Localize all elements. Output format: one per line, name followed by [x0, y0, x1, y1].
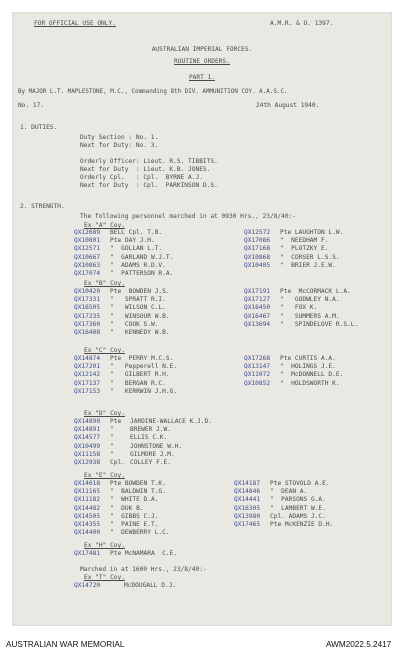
rank-name: " NEEDHAM F. [280, 237, 329, 245]
service-number: QX17201 [74, 363, 101, 371]
service-number: QX16467 [244, 312, 271, 320]
service-number: QX10667 [74, 253, 101, 261]
commander-line: By MAJOR L.T. MAPLESTONE, M.C., Commanding 8th DIV. AMMUNITION COY. A.A.S.C. [18, 89, 288, 95]
personnel-row [12, 288, 392, 296]
rank-name: " WINSOUR W.B. [110, 312, 170, 320]
reference-number: A.M.R. & O. 1397. [270, 20, 334, 27]
archive-footer [0, 638, 404, 653]
rank-name: " DUK B. [110, 504, 144, 512]
rank-name: Pte McNAMARA C.E. [110, 550, 178, 557]
personnel-row [12, 496, 392, 504]
personnel-row [12, 329, 392, 337]
rank-name: " WILSON C.L. [110, 304, 166, 312]
service-number: QX10801 [74, 237, 101, 245]
service-number: QX12572 [244, 229, 271, 236]
duties-heading: 1. DUTIES. [20, 124, 58, 131]
service-number: QX17360 [74, 320, 101, 328]
personnel-row [12, 550, 392, 558]
orders-number: No. 17. [18, 102, 45, 109]
rank-name: Pte LAUGHTON L.W. [280, 229, 344, 236]
coy-c-heading: Ex "C" Coy. [84, 347, 125, 354]
rank-name: " DEAN A. [270, 488, 308, 496]
service-number: QX14187 [234, 480, 261, 487]
personnel-row [12, 237, 392, 245]
personnel-row [12, 363, 392, 371]
rank-name: " McDONNELL D.E. [280, 371, 344, 379]
service-number: QX10405 [244, 261, 271, 269]
coy-d-heading: Ex "D" Coy. [84, 410, 125, 417]
rank-name: Cpl. ADAMS J.C. [270, 512, 326, 520]
rank-name: " PAINE E.T. [110, 521, 159, 528]
personnel-row [12, 521, 392, 529]
service-number: QX16450 [244, 304, 271, 312]
personnel-row [12, 582, 392, 590]
rank-name: " [110, 442, 114, 450]
rank-name: " GOLLAN L.T. [110, 245, 163, 253]
march-in-second: Marched in at 1600 Hrs., 23/8/40:- [80, 566, 207, 573]
service-number: QX16505 [74, 304, 101, 312]
service-number: QX14400 [74, 529, 101, 537]
rank-name: " Pepperell N.E. [110, 363, 178, 371]
rank-name: " HOLINGS J.E. [280, 363, 336, 371]
security-header: FOR OFFICIAL USE ONLY. [34, 20, 116, 27]
service-number: QX10420 [74, 288, 101, 295]
personnel-row [12, 426, 392, 434]
personnel-row [12, 418, 392, 426]
personnel-row [12, 388, 392, 396]
service-number: QX14577 [74, 434, 101, 442]
rank-name: Pte BOWDEN T.K. [110, 480, 166, 487]
rank-name: " [110, 426, 114, 434]
service-number: QX17168 [244, 245, 271, 253]
rank-name: Pte STOVOLD A.E. [270, 480, 330, 487]
next-orderly-officer: Next for Duty : Lieut. K.B. JONES. [80, 166, 211, 173]
rank-name: Pte DAY J.H. [110, 237, 155, 245]
service-number: QX17481 [74, 550, 101, 557]
rank-name: " WHITE D.A. [110, 496, 159, 504]
rank-name: " LAMBERT W.E. [270, 504, 326, 512]
rank-name: Pte BOWDEN J.S. [110, 288, 170, 295]
service-number: QX14891 [74, 426, 101, 434]
archive-id: AWM2022.5.2417 [326, 640, 392, 649]
service-number: QX11165 [74, 488, 101, 496]
rank-name: BREWER J.W. [130, 426, 171, 434]
rank-name: " PLOTZKY E. [280, 245, 329, 253]
rank-name: Pte McKENZIE D.H. [270, 521, 334, 528]
service-number: QX11072 [244, 371, 271, 379]
rank-name: ELLIS C.K. [130, 434, 168, 442]
service-number: QX13980 [234, 512, 261, 520]
personnel-row [12, 355, 392, 363]
rank-name: " HOLDSWORTH K. [280, 379, 340, 387]
archive-name: AUSTRALIAN WAR MEMORIAL [6, 640, 125, 649]
service-number: QX14355 [74, 521, 101, 528]
orderly-officer: Orderly Officer: Lieut. R.S. TIBBITS. [80, 158, 218, 165]
coy-h-heading: Ex "H" Coy. [84, 542, 125, 549]
personnel-row [12, 443, 392, 451]
rank-name: " KERRWIN J.H.G. [110, 387, 178, 395]
service-number: QX17331 [74, 296, 101, 304]
strength-heading: 2. STRENGTH. [20, 203, 65, 210]
coy-b-heading: Ex "B" Coy. [84, 280, 125, 287]
rank-name: " ADAMS R.D.V. [110, 261, 166, 269]
coy-t-heading: Ex "T" Coy. [84, 574, 125, 581]
force-title: AUSTRALIAN IMPERIAL FORCES. [151, 46, 253, 53]
service-number: QX16408 [74, 329, 101, 336]
orders-date: 24th August 1940. [256, 102, 320, 109]
personnel-row [12, 380, 392, 388]
rank-name: " PATTERSON R.A. [110, 270, 174, 277]
rank-name: Pte McCORMACK L.A. [280, 288, 351, 295]
orders-title: ROUTINE ORDERS. [174, 58, 230, 65]
next-orderly-cpl: Next for Duty : Cpl. PARKINSON D.S. [80, 182, 218, 189]
personnel-row [12, 459, 392, 467]
rank-name: " SPINDELOVE R.S.L. [280, 320, 359, 328]
rank-name: McDOUGALL D.J. [124, 582, 177, 589]
rank-name: Pte PERRY M.C.S. [110, 355, 174, 362]
personnel-row [12, 321, 392, 329]
service-number: QX12571 [74, 245, 101, 253]
service-number: QX12142 [74, 371, 101, 379]
service-number: QX17153 [74, 387, 101, 395]
service-number: QX14874 [74, 355, 101, 362]
personnel-row [12, 254, 392, 262]
rank-name: JARDINE-WALLACE K.J.D. [130, 418, 212, 425]
service-number: QX17127 [244, 296, 271, 304]
rank-name: Pte [110, 418, 122, 425]
rank-name: " SPRATT R.I. [110, 296, 166, 304]
service-number: QX14720 [74, 582, 101, 589]
duty-section: Duty Section : No. 1. [80, 134, 159, 141]
personnel-row [12, 451, 392, 459]
rank-name: " GODWLEY N.A. [280, 296, 340, 304]
service-number: QX17235 [74, 312, 101, 320]
personnel-row [12, 262, 392, 270]
service-number: QX14505 [74, 512, 101, 520]
rank-name: " GILBERT R.H. [110, 371, 170, 379]
document-page [12, 12, 392, 626]
personnel-row [12, 313, 392, 321]
personnel-row [12, 434, 392, 442]
service-number: QX14441 [234, 496, 261, 504]
coy-a-heading: Ex "A" Coy. [84, 222, 125, 229]
orderly-cpl: Orderly Cpl. : Cpl. BYRNE A.J. [80, 174, 203, 181]
service-number: QX14618 [74, 480, 101, 487]
service-number: QX10499 [74, 442, 101, 450]
service-number: QX17074 [74, 270, 101, 277]
personnel-row [12, 513, 392, 521]
rank-name: " BRIER J.E.W. [280, 261, 336, 269]
march-in-intro: The following personnel marched in at 0930 Hrs., 23/8/40:- [80, 213, 297, 220]
service-number: QX10868 [244, 253, 271, 261]
rank-name: COLLEY F.E. [130, 459, 171, 466]
service-number: QX10863 [74, 261, 101, 269]
service-number: QX11158 [74, 450, 101, 458]
rank-name: Pte CURTIS A.A. [280, 355, 336, 362]
rank-name: " GARLAND W.J.T. [110, 253, 174, 261]
service-number: QX12689 [74, 229, 101, 236]
rank-name: " PARSONS G.A. [270, 496, 326, 504]
service-number: QX17268 [244, 355, 271, 362]
rank-name: JOHNSTONE W.H. [130, 442, 183, 450]
personnel-row [12, 270, 392, 278]
rank-name: " DEWBERRY L.C. [110, 529, 170, 537]
service-number: QX10852 [244, 379, 271, 387]
personnel-row [12, 296, 392, 304]
personnel-row [12, 371, 392, 379]
personnel-row [12, 529, 392, 537]
rank-name: " BERGAN R.C. [110, 379, 166, 387]
rank-name: " KENNEDY W.B. [110, 329, 170, 336]
service-number: QX13694 [244, 320, 271, 328]
coy-e-heading: Ex "E" Coy. [84, 472, 125, 479]
next-duty-section: Next for Duty: No. 3. [80, 142, 159, 149]
service-number: QX17191 [244, 288, 271, 295]
rank-name: " CORSER L.S.S. [280, 253, 340, 261]
service-number: QX14482 [74, 504, 101, 512]
rank-name: Cpl. [110, 459, 125, 466]
service-number: QX17137 [74, 379, 101, 387]
rank-name: " [110, 450, 114, 458]
personnel-row [12, 229, 392, 237]
rank-name: GILMORE J.M. [130, 450, 175, 458]
service-number: QX16305 [234, 504, 261, 512]
personnel-row [12, 304, 392, 312]
rank-name: " COOK S.W. [110, 320, 159, 328]
rank-name: " BALDWIN T.G. [110, 488, 166, 496]
personnel-row [12, 480, 392, 488]
service-number: QX17465 [234, 521, 261, 528]
service-number: QX14846 [234, 488, 261, 496]
service-number: QX17086 [244, 237, 271, 245]
service-number: QX12938 [74, 459, 101, 466]
part-label: PART 1. [188, 74, 216, 81]
rank-name: BELL Cpl. T.B. [110, 229, 163, 236]
rank-name: " SUMMERS A.M. [280, 312, 340, 320]
rank-name: " GIBBS C.J. [110, 512, 159, 520]
personnel-row [12, 245, 392, 253]
personnel-row [12, 488, 392, 496]
personnel-row [12, 505, 392, 513]
service-number: QX14890 [74, 418, 101, 425]
service-number: QX11182 [74, 496, 101, 504]
rank-name: " FOX K. [280, 304, 318, 312]
rank-name: " [110, 434, 114, 442]
service-number: QX13147 [244, 363, 271, 371]
